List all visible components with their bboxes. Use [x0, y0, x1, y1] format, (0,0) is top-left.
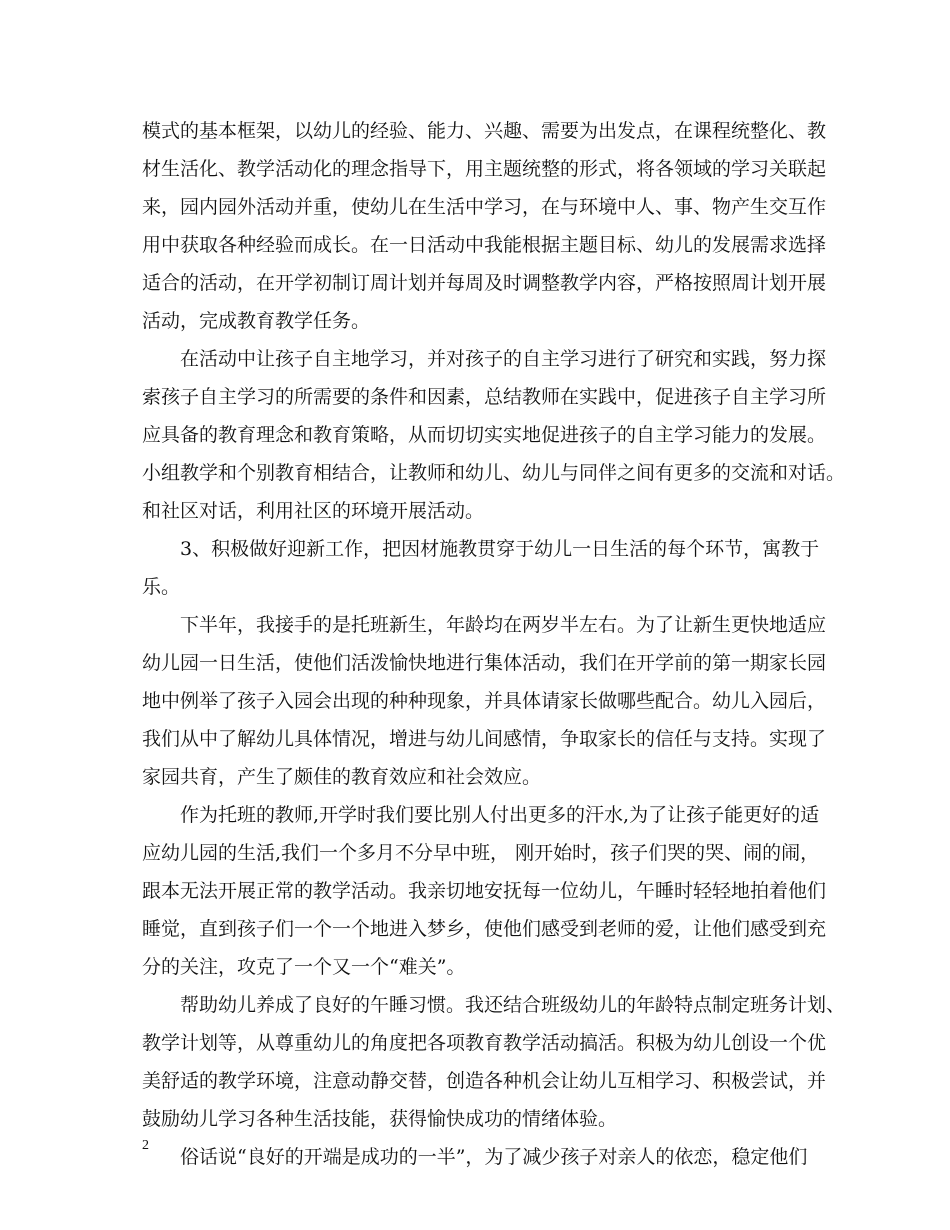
text-line: 活动，完成教育教学任务。	[142, 310, 371, 332]
paragraph-first-line: 下半年，我接手的是托班新生，年龄均在两岁半左右。为了让新生更快地适应	[180, 614, 827, 636]
text-line: 模式的基本框架，以幼儿的经验、能力、兴趣、需要为出发点，在课程统整化、教	[142, 120, 827, 142]
paragraph-first-line: 帮助幼儿养成了良好的午睡习惯。我还结合班级幼儿的年龄特点制定班务计划、	[180, 994, 846, 1016]
page-number: 2	[142, 1138, 149, 1153]
text-line: 小组教学和个别教育相结合，让教师和幼儿、幼儿与同伴之间有更多的交流和对话。	[142, 462, 846, 484]
text-line: 我们从中了解幼儿具体情况，增进与幼儿间感情，争取家长的信任与支持。实现了	[142, 728, 827, 750]
text-line: 幼儿园一日生活，使他们活泼愉快地进行集体活动，我们在开学前的第一期家长园	[142, 652, 827, 674]
text-line: 乐。	[142, 576, 181, 598]
text-line: 家园共育，产生了颇佳的教育效应和社会效应。	[142, 766, 542, 788]
text-line: 跟本无法开展正常的教学活动。我亲切地安抚每一位幼儿，午睡时轻轻地拍着他们	[142, 880, 827, 902]
text-line: 鼓励幼儿学习各种生活技能，获得愉快成功的情绪体验。	[142, 1108, 618, 1130]
paragraph-first-line: 俗话说“良好的开端是成功的一半”，为了减少孩子对亲人的依恋，稳定他们	[180, 1146, 808, 1168]
text-line: 用中获取各种经验而成长。在一日活动中我能根据主题目标、幼儿的发展需求选择	[142, 234, 827, 256]
text-line: 材生活化、教学活动化的理念指导下，用主题统整的形式，将各领域的学习关联起	[142, 158, 827, 180]
text-line: 应具备的教育理念和教育策略，从而切切实实地促进孩子的自主学习能力的发展。	[142, 424, 827, 446]
section-heading: 3、积极做好迎新工作，把因材施教贯穿于幼儿一日生活的每个环节，寓教于	[180, 538, 820, 560]
text-line: 索孩子自主学习的所需要的条件和因素，总结教师在实践中，促进孩子自主学习所	[142, 386, 827, 408]
text-line: 和社区对话，利用社区的环境开展活动。	[142, 500, 485, 522]
text-line: 地中例举了孩子入园会出现的种种现象，并具体请家长做哪些配合。幼儿入园后，	[142, 690, 827, 712]
text-line: 应幼儿园的生活,我们一个多月不分早中班， 刚开始时，孩子们哭的哭、闹的闹，	[142, 842, 820, 864]
text-line: 睡觉，直到孩子们一个一个地进入梦乡，使他们感受到老师的爱，让他们感受到充	[142, 918, 827, 940]
paragraph-first-line: 作为托班的教师,开学时我们要比别人付出更多的汗水,为了让孩子能更好的适	[180, 804, 820, 826]
text-line: 美舒适的教学环境，注意动静交替，创造各种机会让幼儿互相学习、积极尝试，并	[142, 1070, 827, 1092]
text-line: 教学计划等，从尊重幼儿的角度把各项教育教学活动搞活。积极为幼儿创设一个优	[142, 1032, 827, 1054]
text-line: 适合的活动，在开学初制订周计划并每周及时调整教学内容，严格按照周计划开展	[142, 272, 827, 294]
text-line: 分的关注，攻克了一个又一个“难关”。	[142, 956, 466, 978]
paragraph-first-line: 在活动中让孩子自主地学习，并对孩子的自主学习进行了研究和实践，努力探	[180, 348, 827, 370]
text-line: 来，园内园外活动并重，使幼儿在生活中学习，在与环境中人、事、物产生交互作	[142, 196, 827, 218]
